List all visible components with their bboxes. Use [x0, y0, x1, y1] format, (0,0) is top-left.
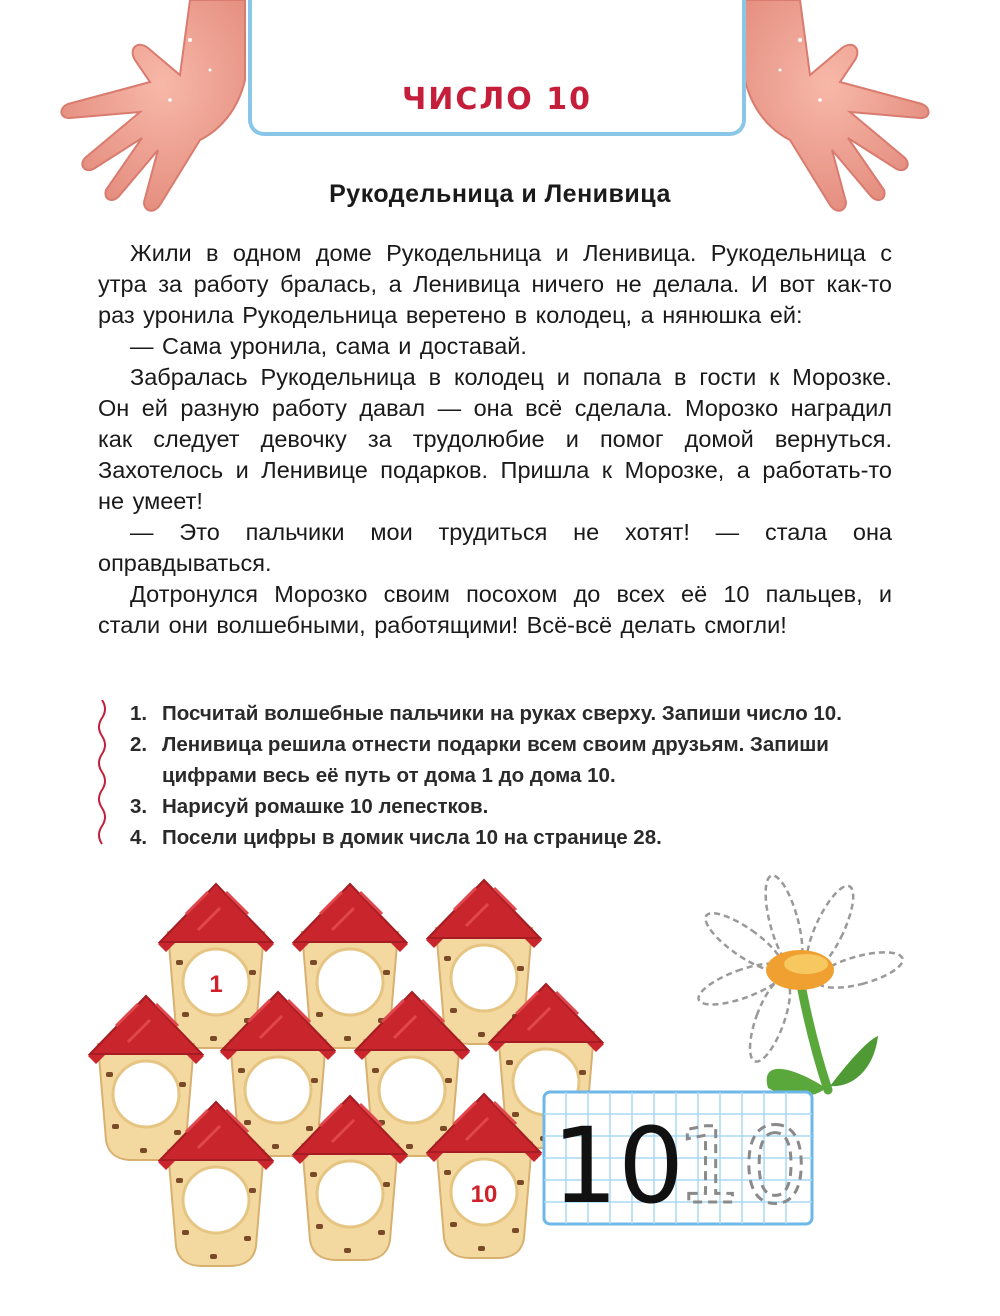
story-paragraph: Дотронулся Морозко своим посохом до всех её 10 пальцев, и стали они волшебными, работящими! Всё-всё делать смогли!: [98, 581, 892, 638]
task-text: Нарисуй ромашке 10 лепестков.: [162, 795, 489, 818]
task-list: [130, 698, 900, 853]
task-item: [130, 729, 900, 791]
house-label: 10: [470, 1181, 498, 1208]
wavy-line-icon: [94, 700, 110, 846]
story-paragraph: — Сама уронила, сама и доставай.: [130, 333, 527, 359]
illustration: [0, 860, 1000, 1316]
daisy-icon: [694, 872, 906, 1096]
trace-number: 10: [675, 1105, 809, 1227]
task-number: 4.: [130, 826, 148, 849]
task-item: [130, 791, 900, 822]
task-text: Ленивица решила отнести подарки всем своим друзьям. Запиши цифрами весь её путь от дома 1 до дома 10.: [162, 733, 829, 787]
story-paragraph: Жили в одном доме Рукодельница и Ленивица. Рукодельница с утра за работу бралась, а Ленивица ничего не делала. И вот как-то раз уронила Рукодельница веретено в колодец, а нянюшка ей:: [98, 240, 892, 328]
story-paragraph: — Это пальчики мои трудиться не хотят! — стала она оправдываться.: [98, 519, 892, 576]
task-number: 2.: [130, 733, 148, 756]
task-item: [130, 822, 900, 853]
task-number: 3.: [130, 795, 148, 818]
writing-grid: [544, 1092, 812, 1227]
task-text: Посели цифры в домик числа 10 на странице 28.: [162, 826, 662, 849]
sample-number: 10: [551, 1105, 685, 1227]
story-paragraph: Забралась Рукодельница в колодец и попала в гости к Морозке. Он ей разную работу давал — она всё сделала. Морозко наградил как следует девочку за трудолюбие и помог домой вернуться. Захотелось и Ленивице подарков. Пришла к Морозке, а работать-то не умеет!: [98, 364, 892, 514]
task-text: Посчитай волшебные пальчики на руках сверху. Запиши число 10.: [162, 702, 842, 725]
story-title: Рукодельница и Ленивица: [329, 180, 671, 208]
house-label: 1: [209, 971, 223, 998]
story-text: [98, 238, 892, 641]
task-item: [130, 698, 900, 729]
task-number: 1.: [130, 702, 148, 725]
title-frame: [248, 0, 746, 136]
page-title: ЧИСЛО 10: [402, 82, 592, 117]
